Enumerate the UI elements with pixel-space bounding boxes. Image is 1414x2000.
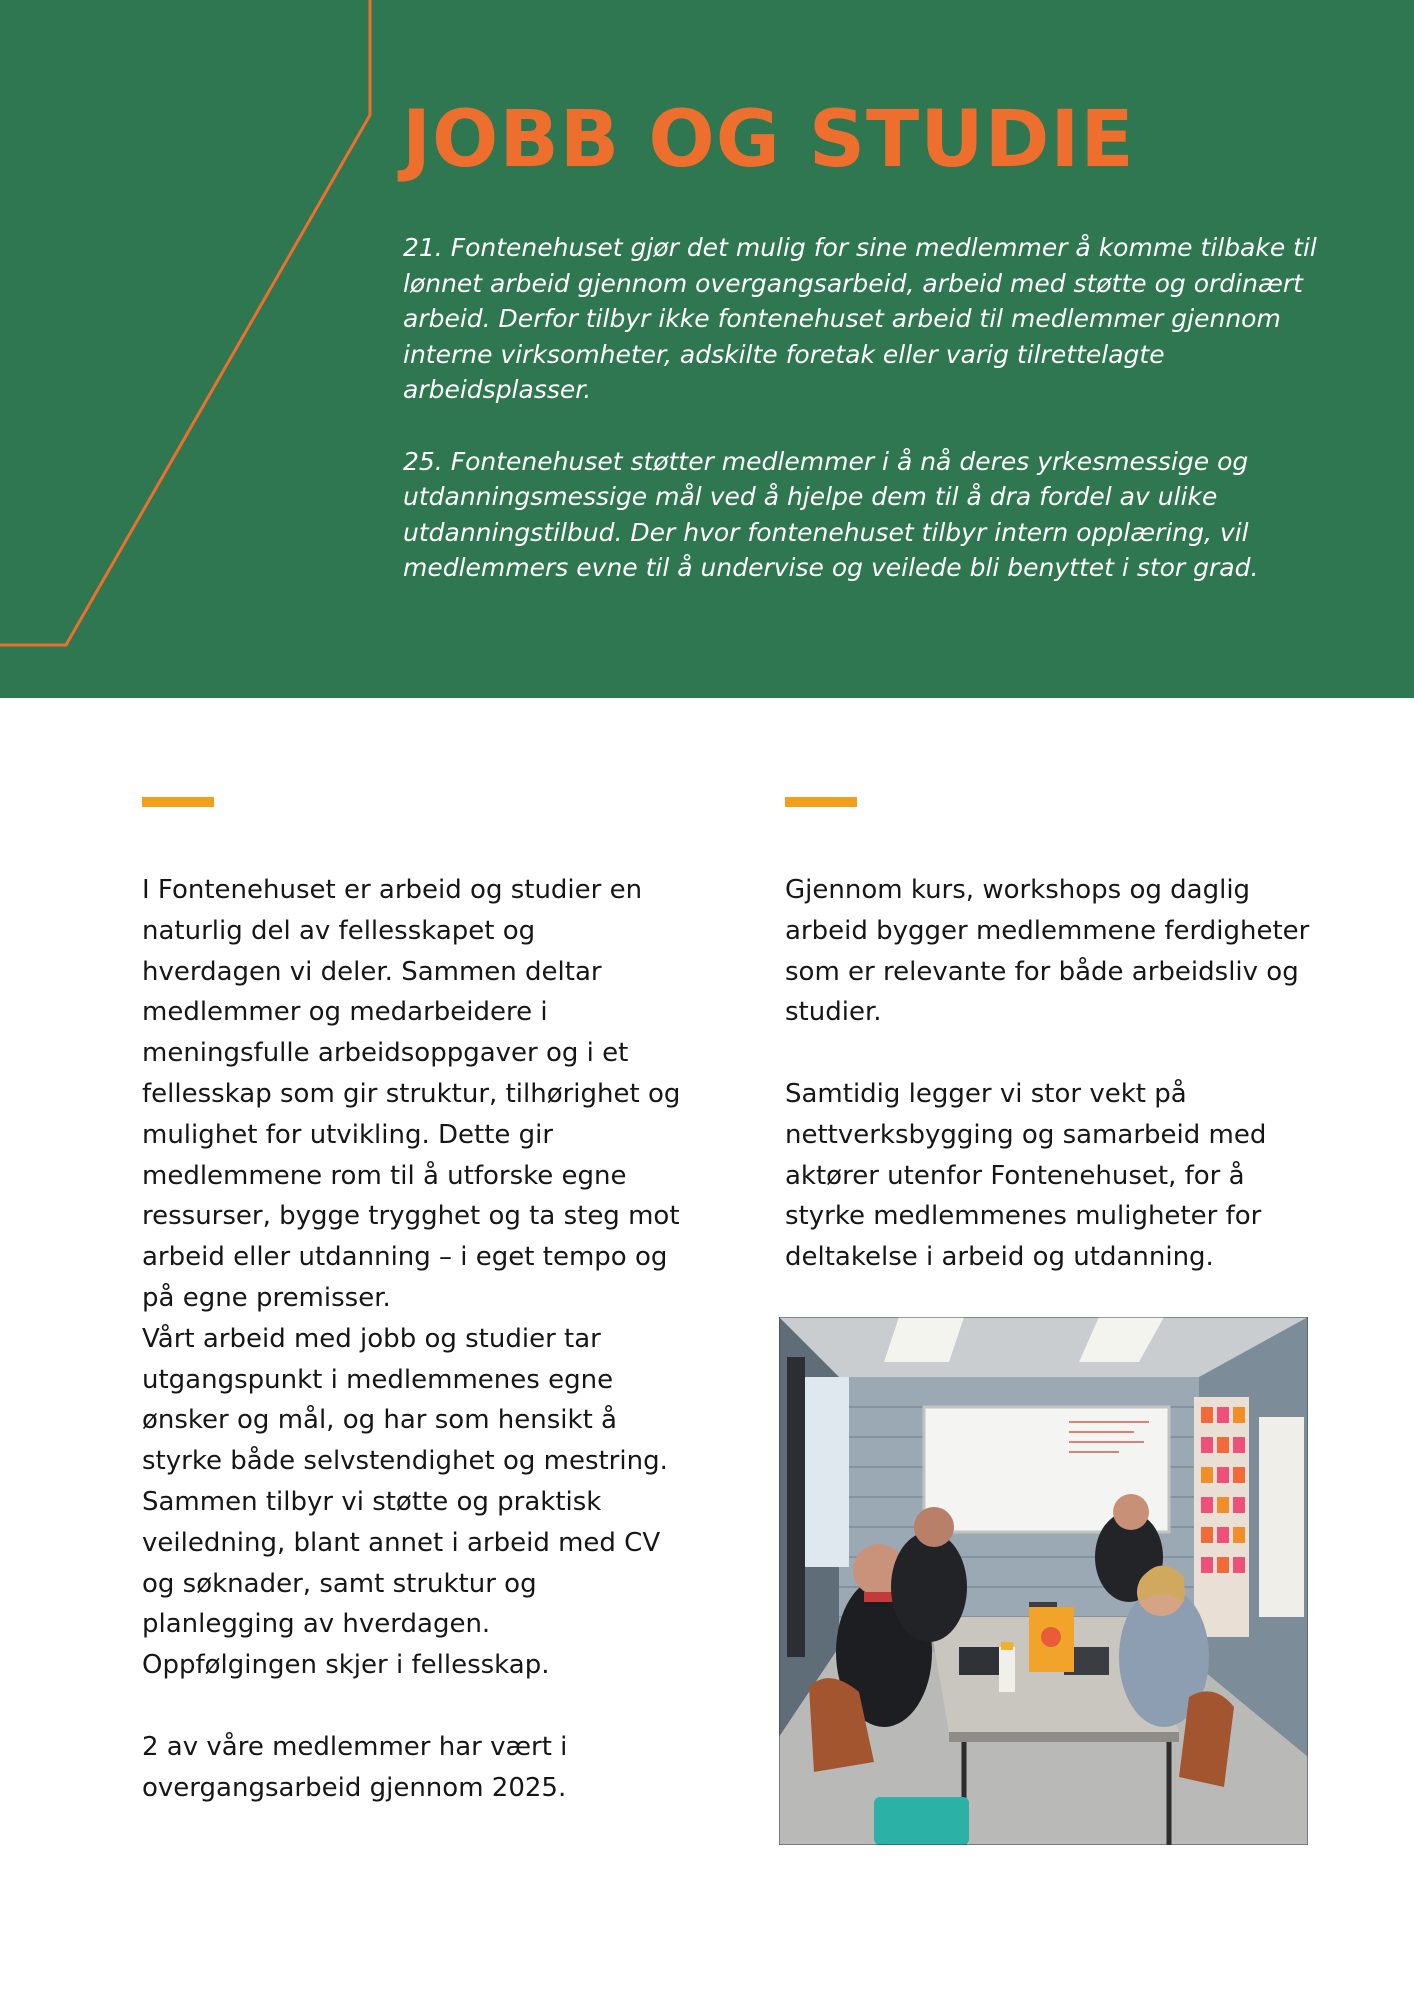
left-column: [142, 870, 682, 1808]
intro-paragraph-21: 21. Fontenehuset gjør det mulig for sine medlemmer å komme tilbake til lønnet arbeid gjennom overgangsarbeid, arbeid med støtte og ordinært arbeid. Derfor tilbyr ikke fontenehuset arbeid til medlemmer gjennom interne virksomheter, adskilte foretak eller varig tilrettelagte arbeidsplasser.: [403, 233, 1317, 405]
left-paragraph-3: Oppfølgingen skjer i fellesskap.: [142, 1650, 550, 1681]
right-column: [785, 870, 1325, 1278]
accent-bar-right: [785, 797, 857, 807]
accent-bar-left: [142, 797, 214, 807]
right-paragraph-2: Samtidig legger vi stor vekt på nettverksbygging og samarbeid med aktører utenfor Fontenehuset, for å styrke medlemmenes muligheter for deltakelse i arbeid og utdanning.: [785, 1078, 1267, 1273]
header-banner: [0, 0, 1414, 698]
decorative-orange-line: [0, 0, 420, 698]
left-paragraph-2: Vårt arbeid med jobb og studier tar utgangspunkt i medlemmenes egne ønsker og mål, og har som hensikt å styrke både selvstendighet og mestring. Sammen tilbyr vi støtte og praktisk veiledning, blant annet i arbeid med CV og søknader, samt struktur og planlegging av hverdagen.: [142, 1323, 668, 1640]
intro-text: [403, 230, 1323, 586]
right-paragraph-1: Gjennom kurs, workshops og daglig arbeid bygger medlemmene ferdigheter som er relevante for både arbeidsliv og studier.: [785, 875, 1310, 1028]
photo-illustration: [779, 1317, 1308, 1845]
page-title: JOBB OG STUDIE: [402, 95, 1135, 185]
left-paragraph-4: 2 av våre medlemmer har vært i overgangsarbeid gjennom 2025.: [142, 1731, 568, 1803]
intro-paragraph-25: 25. Fontenehuset støtter medlemmer i å nå deres yrkesmessige og utdanningsmessige mål ved å hjelpe dem til å dra fordel av ulike utdanningstilbud. Der hvor fontenehuset tilbyr intern opplæring, vil medlemmers evne til å undervise og veilede bli benyttet i stor grad.: [403, 446, 1259, 583]
left-paragraph-1: I Fontenehuset er arbeid og studier en naturlig del av fellesskapet og hverdagen vi deler. Sammen deltar medlemmer og medarbeidere i meningsfulle arbeidsoppgaver og i et fellesskap som gir struktur, tilhørighet og mulighet for utvikling. Dette gir medlemmene rom til å utforske egne ressurser, bygge trygghet og ta steg mot arbeid eller utdanning – i eget tempo og på egne premisser.: [142, 875, 681, 1313]
photo-meeting-room: [779, 1317, 1308, 1845]
